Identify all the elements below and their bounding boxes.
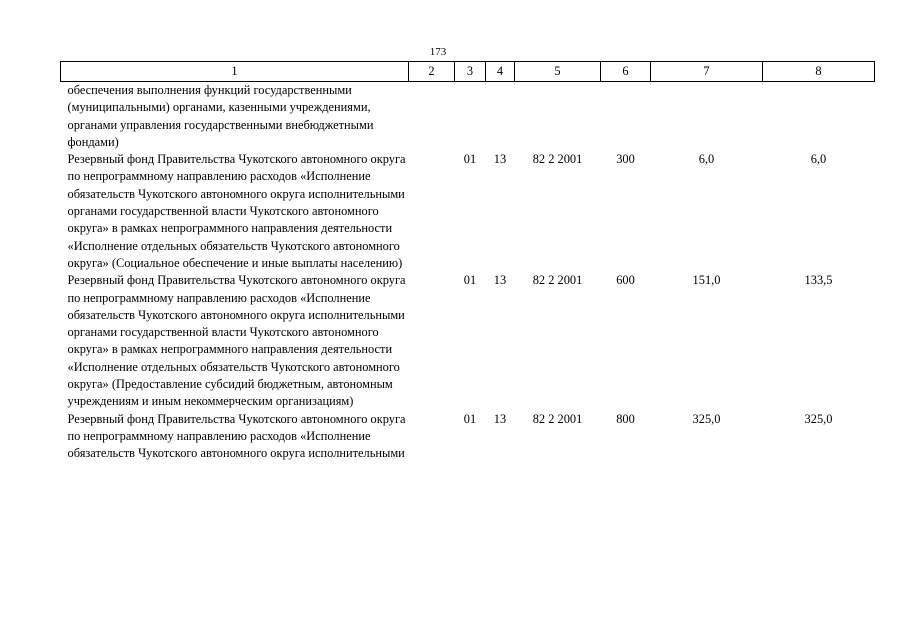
column-header: 4: [486, 62, 515, 82]
row-subsection-code: [486, 82, 515, 152]
row-target-article: [515, 82, 601, 152]
row-description: обеспечения выполнения функций государственными (муниципальными) органами, казенными учреждениями, органами управления государственными внебюджетными фондами): [67, 83, 374, 149]
column-header: 7: [651, 62, 763, 82]
budget-table: [60, 61, 875, 463]
row-target-article: 82 2 2001: [532, 273, 583, 288]
row-section-code: 01: [463, 152, 477, 167]
row-amount-2: 6,0: [810, 152, 827, 167]
row-description: Резервный фонд Правительства Чукотского автономного округа по непрограммному направлению расходов «Исполнение обязательств Чукотского автономного округа исполнительными органами государственной власти Чукотского автономного округа» в рамках непрограммного направления деятельности «Исполнение отдельных обязательств Чукотского автономного округа» (Социальное обеспечение и иные выплаты населению): [67, 152, 406, 270]
row-amount-2: [763, 82, 875, 152]
row-col2: [409, 411, 455, 463]
column-header: 3: [455, 62, 486, 82]
row-expense-type: 600: [616, 273, 635, 288]
row-section-code: 01: [463, 273, 477, 288]
column-header: 2: [409, 62, 455, 82]
column-header: 6: [601, 62, 651, 82]
row-description: Резервный фонд Правительства Чукотского автономного округа по непрограммному направлению расходов «Исполнение обязательств Чукотского автономного округа исполнительными: [67, 411, 406, 461]
column-number-row: [61, 62, 875, 82]
row-description: Резервный фонд Правительства Чукотского автономного округа по непрограммному направлению расходов «Исполнение обязательств Чукотского автономного округа исполнительными органами государственной власти Чукотского автономного округа» в рамках непрограммного направления деятельности «Исполнение отдельных обязательств Чукотского автономного округа» (Предоставление субсидий бюджетным, автономным учреждениям и иным некоммерческим организациям): [67, 273, 406, 409]
row-expense-type: 800: [616, 411, 635, 426]
column-header: 5: [515, 62, 601, 82]
row-amount-1: 6,0: [698, 152, 715, 167]
row-target-article: 82 2 2001: [532, 411, 583, 426]
column-header: 8: [763, 62, 875, 82]
row-expense-type: 300: [616, 152, 635, 167]
row-amount-2: 325,0: [804, 411, 833, 426]
row-amount-1: 325,0: [692, 411, 721, 426]
table-row: [61, 272, 875, 410]
row-amount-2: 133,5: [804, 273, 833, 288]
row-section-code: 01: [463, 411, 477, 426]
row-expense-type: [601, 82, 651, 152]
row-subsection-code: 13: [493, 273, 507, 288]
row-col2: [409, 151, 455, 272]
column-header: 1: [61, 62, 409, 82]
row-subsection-code: 13: [493, 152, 507, 167]
row-col2: [409, 82, 455, 152]
row-amount-1: [651, 82, 763, 152]
row-amount-1: 151,0: [692, 273, 721, 288]
table-row: [61, 151, 875, 272]
table-row: [61, 411, 875, 463]
table-row: [61, 82, 875, 152]
row-section-code: [455, 82, 486, 152]
row-target-article: 82 2 2001: [532, 152, 583, 167]
row-subsection-code: 13: [493, 411, 507, 426]
row-col2: [409, 272, 455, 410]
page-number: 173: [429, 46, 447, 58]
